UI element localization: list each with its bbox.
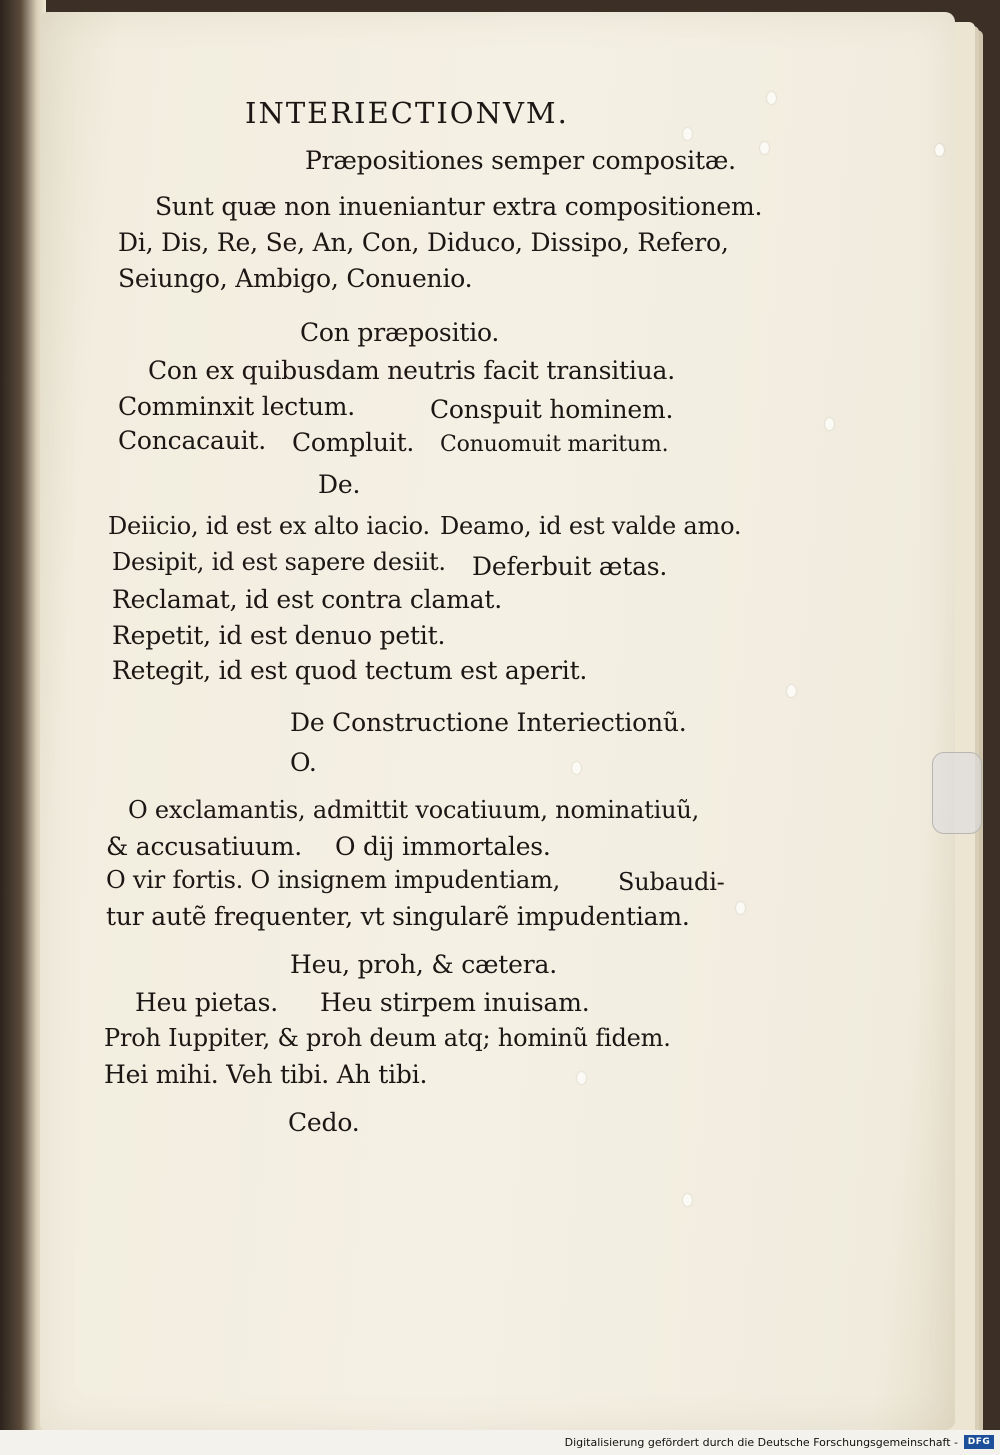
section-heading: INTERIECTIONVM. <box>245 96 569 130</box>
text-line: Hei mihi. Veh tibi. Ah tibi. <box>104 1060 428 1089</box>
text-line: O dij immortales. <box>335 832 551 861</box>
text-line: Heu pietas. <box>135 988 278 1017</box>
text-line: & accusatiuum. <box>106 832 303 861</box>
text-line: Heu, proh, & cætera. <box>290 950 557 979</box>
text-line: Comminxit lectum. <box>118 392 355 421</box>
text-line: Deiicio, id est ex alto iacio. <box>108 512 430 540</box>
text-line: tur autẽ frequenter, vt singularẽ impudentiam. <box>106 902 690 931</box>
text-line: O. <box>290 748 317 777</box>
text-line: De. <box>318 470 361 499</box>
text-line: Concacauit. <box>118 426 266 455</box>
text-line: Compluit. <box>292 428 415 457</box>
text-line: Cedo. <box>288 1108 360 1137</box>
text-line: Sunt quæ non inueniantur extra compositionem. <box>155 192 763 221</box>
text-line: Præpositiones semper compositæ. <box>305 146 736 175</box>
text-line: O exclamantis, admittit vocatiuum, nominatiuũ, <box>128 796 700 824</box>
text-line: Heu stirpem inuisam. <box>320 988 590 1017</box>
text-line: Di, Dis, Re, Se, An, Con, Diduco, Dissipo, Refero, <box>118 228 729 257</box>
text-line: Repetit, id est denuo petit. <box>112 621 446 650</box>
dfg-logo: DFG <box>964 1435 994 1449</box>
digitization-footer <box>0 1430 1000 1455</box>
text-line: Subaudi- <box>618 868 725 896</box>
text-line: Desipit, id est sapere desiit. <box>112 548 446 576</box>
text-line: Seiungo, Ambigo, Conuenio. <box>118 264 473 293</box>
text-line: Deferbuit ætas. <box>472 552 668 581</box>
funding-notice: Digitalisierung gefördert durch die Deutsche Forschungsgemeinschaft - <box>564 1436 958 1449</box>
text-line: Retegit, id est quod tectum est aperit. <box>112 656 588 685</box>
text-line: Proh Iuppiter, & proh deum atq; hominũ fidem. <box>104 1024 671 1052</box>
text-line: Conuomuit maritum. <box>440 432 669 457</box>
text-line: De Constructione Interiectionũ. <box>290 708 687 737</box>
text-line: O vir fortis. O insignem impudentiam, <box>106 866 561 894</box>
text-line: Con ex quibusdam neutris facit transitiua. <box>148 356 676 385</box>
text-line: Deamo, id est valde amo. <box>440 512 742 540</box>
text-line: Con præpositio. <box>300 318 500 347</box>
text-line: Reclamat, id est contra clamat. <box>112 585 502 614</box>
text-line: Conspuit hominem. <box>430 395 674 424</box>
